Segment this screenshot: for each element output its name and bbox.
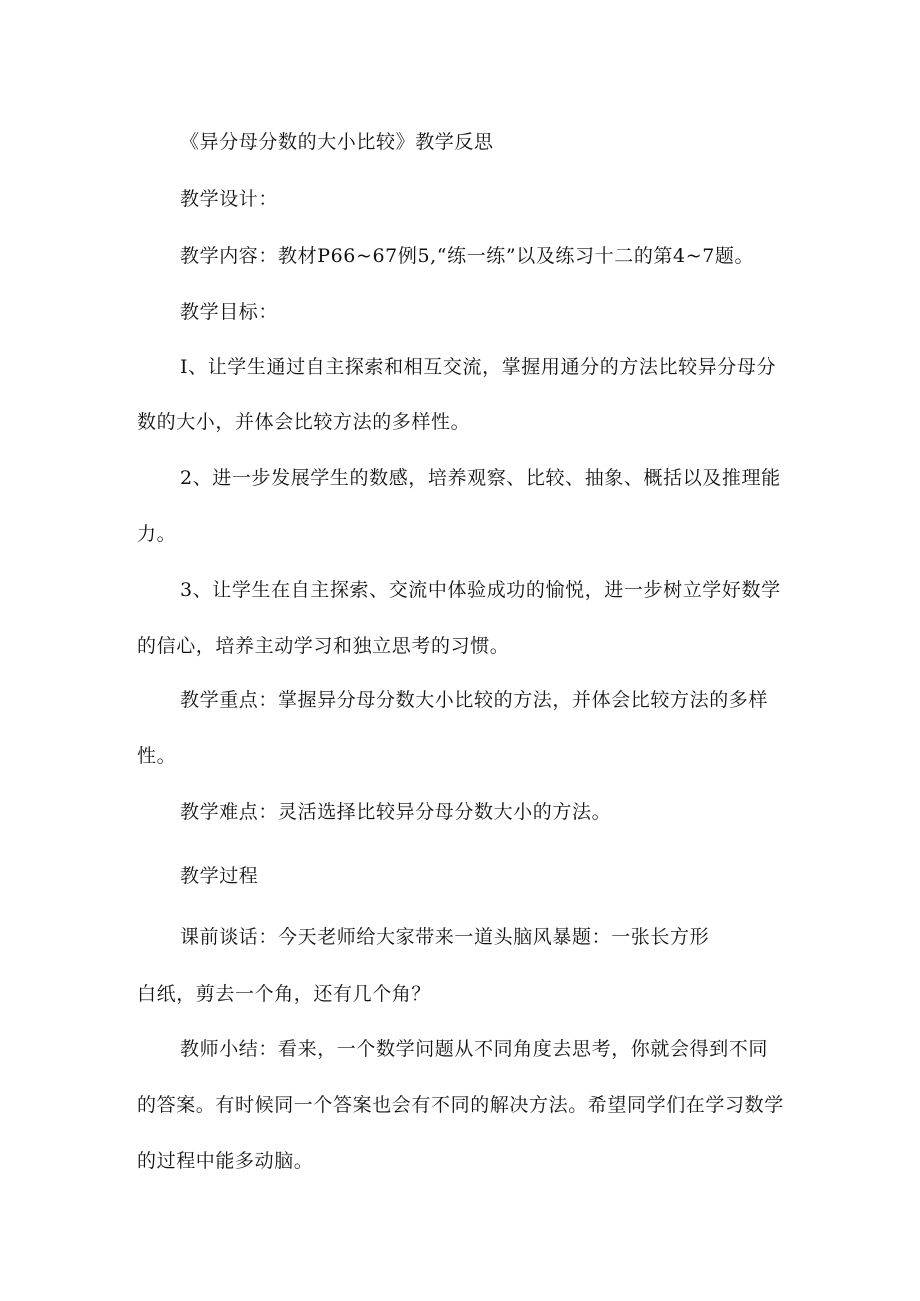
goal-3-line-1: 3、让学生在自主探索、交流中体验成功的愉悦，进一步树立学好数学: [180, 579, 781, 601]
summary-line-1: 教师小结：看来，一个数学问题从不同角度去思考，你就会得到不同: [180, 1038, 769, 1060]
process-heading: 教学过程: [180, 865, 259, 887]
goal-1-line-2: 数的大小，并体会比较方法的多样性。: [137, 411, 471, 433]
difficulty-line: 教学难点：灵活选择比较异分母分数大小的方法。: [180, 801, 612, 823]
goal-1-line-1: I、让学生通过自主探索和相互交流，掌握用通分的方法比较异分母分: [180, 356, 777, 378]
key-point-line-1: 教学重点：掌握异分母分数大小比较的方法，并体会比较方法的多样: [180, 689, 769, 711]
pretalk-line-1: 课前谈话：今天老师给大家带来一道头脑风暴题：一张长方形: [180, 926, 710, 948]
summary-line-3: 的过程中能多动脑。: [137, 1150, 314, 1172]
pretalk-line-2: 白纸，剪去一个角，还有几个角？: [137, 983, 432, 1005]
goals-heading: 教学目标：: [180, 301, 279, 323]
key-point-line-2: 性。: [137, 745, 177, 767]
design-heading: 教学设计：: [180, 188, 279, 210]
document-title: 《异分母分数的大小比较》教学反思: [180, 131, 494, 153]
goal-2-line-1: 2、进一步发展学生的数感，培养观察、比较、抽象、概括以及推理能: [180, 467, 781, 489]
goal-3-line-2: 的信心，培养主动学习和独立思考的习惯。: [137, 635, 510, 657]
goal-2-line-2: 力。: [137, 523, 177, 545]
summary-line-2: 的答案。有时候同一个答案也会有不同的解决方法。希望同学们在学习数学: [137, 1094, 784, 1116]
teaching-content: 教学内容：教材P66~67例5,“练一练”以及练习十二的第4~7题。: [180, 245, 755, 267]
